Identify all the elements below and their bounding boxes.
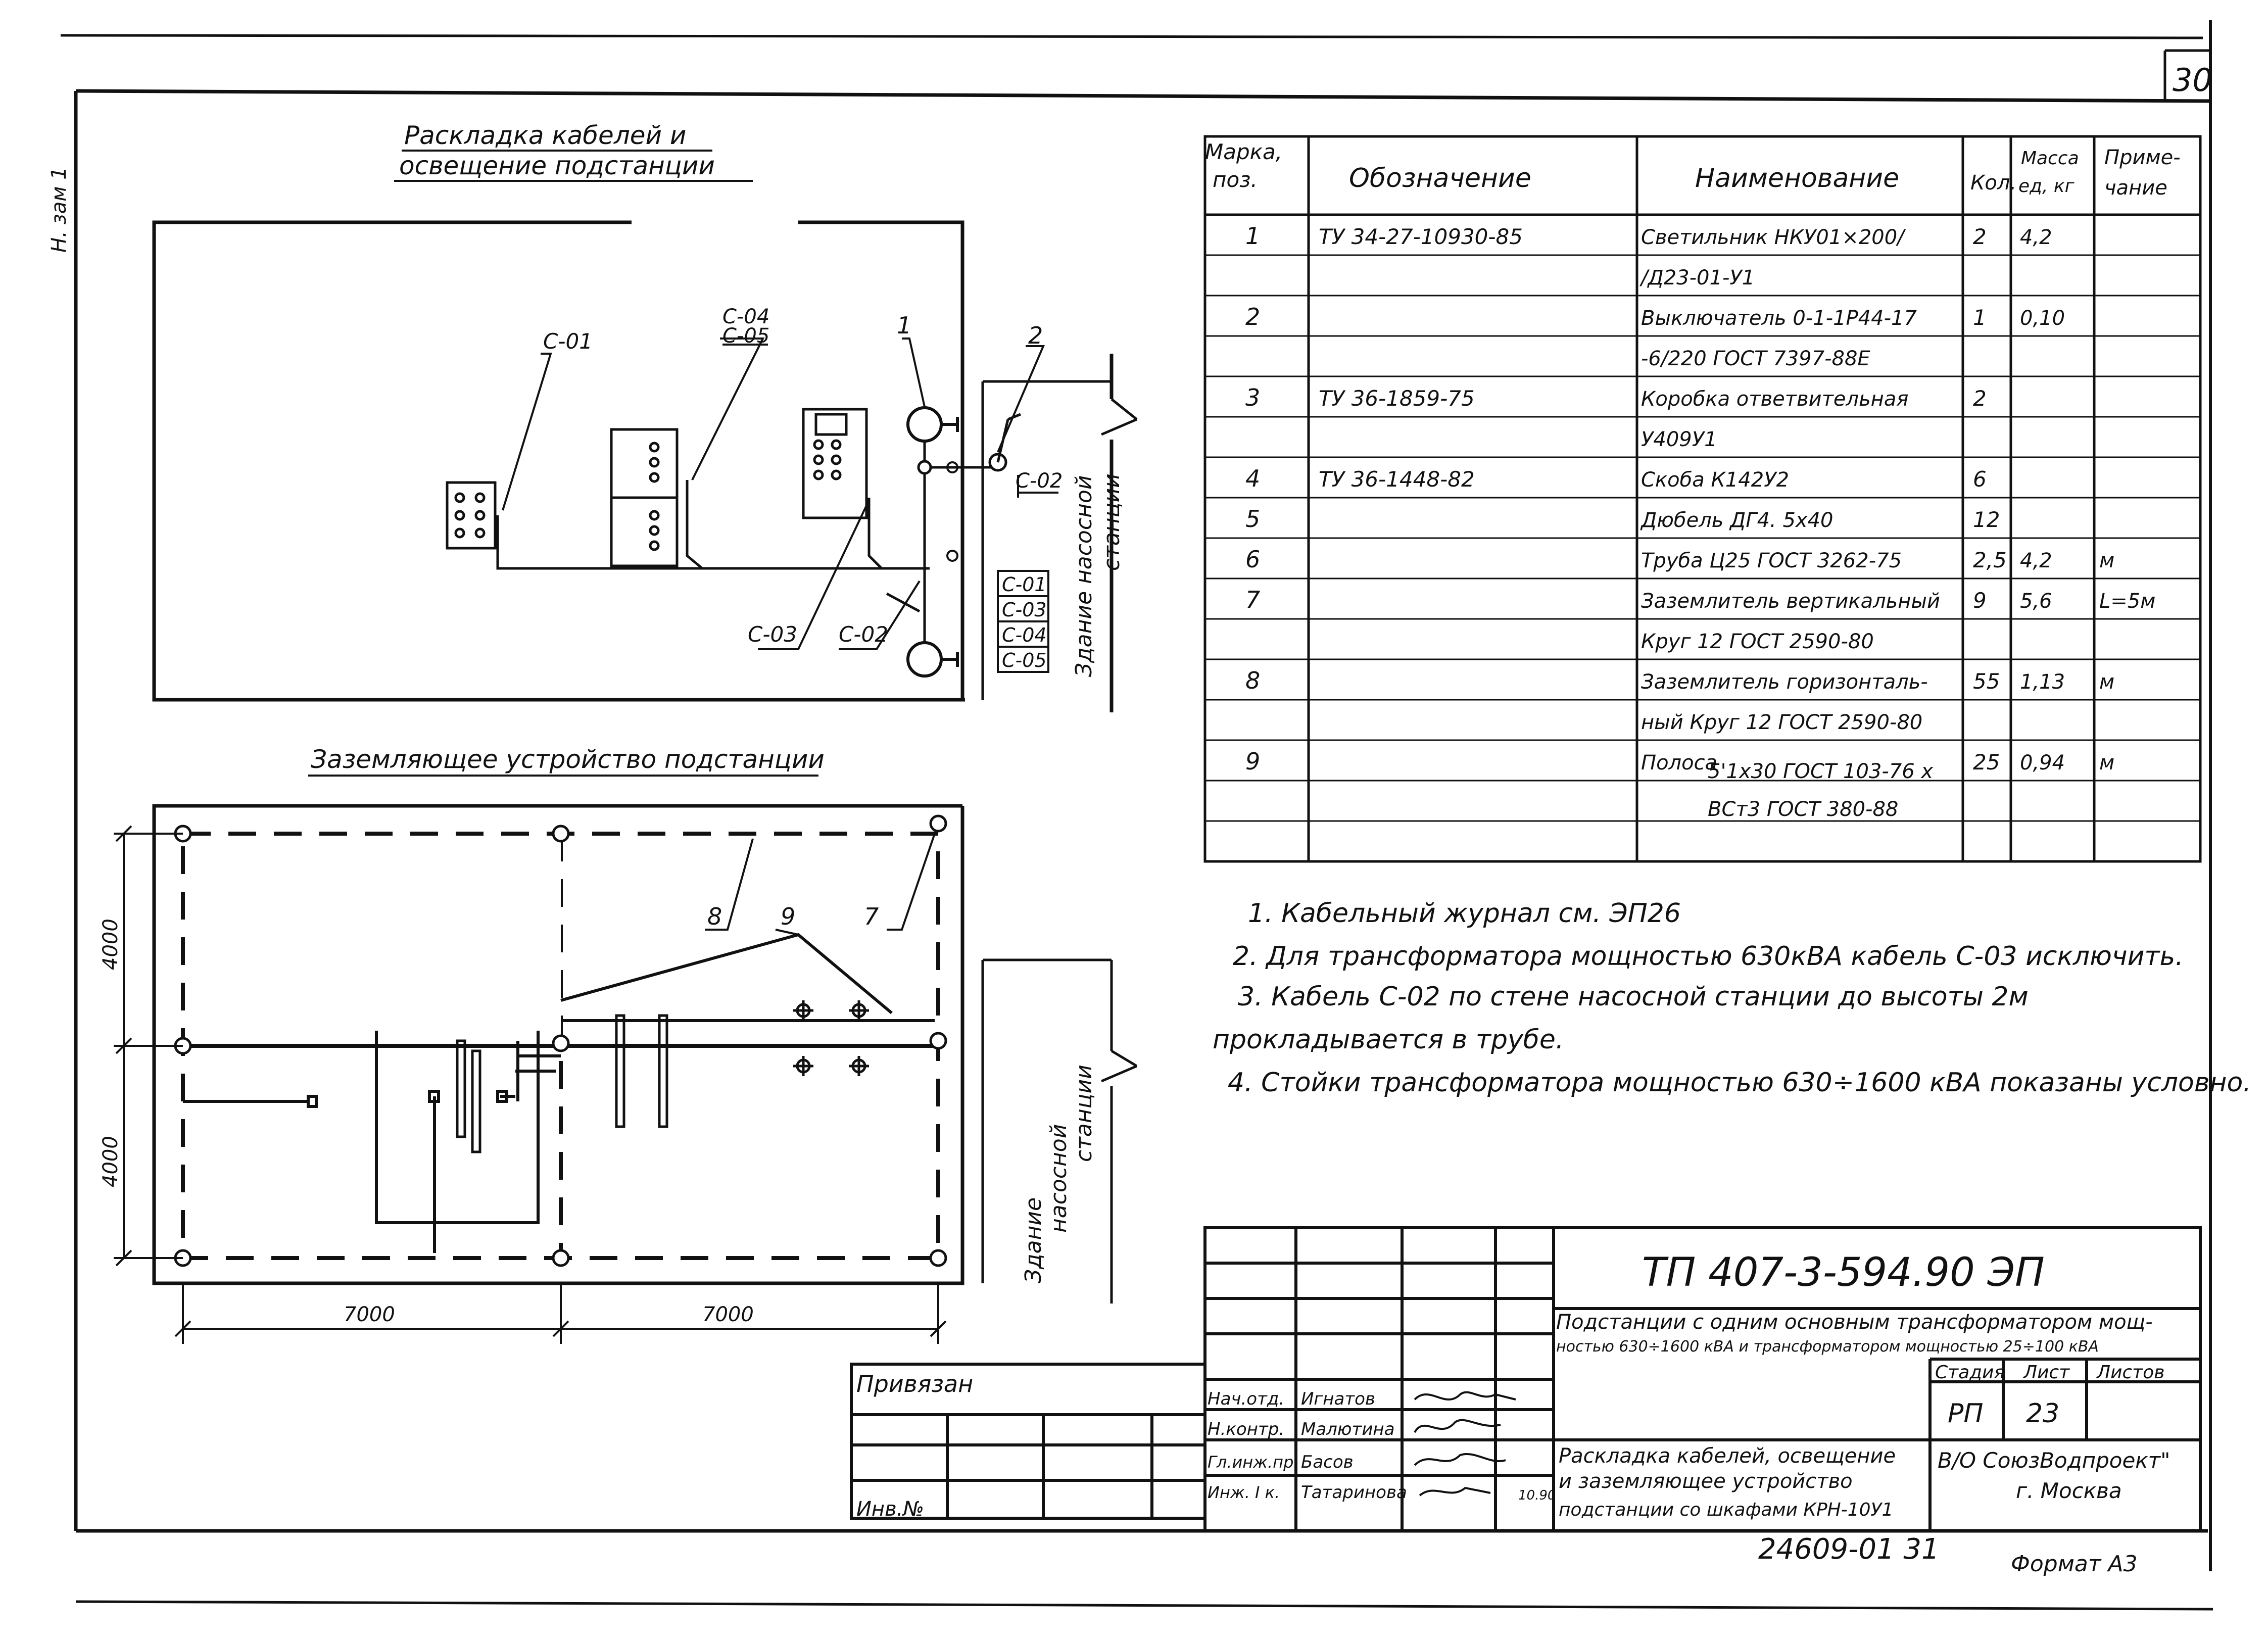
spec-cell-name: Светильник НКУ01×200/ <box>1641 226 1904 249</box>
spec-cell-qty: 9 <box>1973 588 1987 613</box>
signer-name: Игнатов <box>1301 1389 1376 1409</box>
spec-cell-mass: 1,13 <box>2020 670 2065 694</box>
spec-cell-name: -6/220 ГОСТ 7397-88Е <box>1641 347 1870 370</box>
spec-header-mass-line2: ед, кг <box>2018 176 2074 197</box>
spec-cell-designation: ТУ 36-1859-75 <box>1319 386 1475 411</box>
spec-cell-name: /Д23-01-У1 <box>1641 266 1755 289</box>
spec-cell-name: Коробка ответвительная <box>1641 388 1909 411</box>
spec-cell-mass: 0,10 <box>2020 307 2065 330</box>
dimension-vertical-upper: 4000 <box>99 919 122 970</box>
project-line2: ностью 630÷1600 кВА и трансформатором мощностью 25÷100 кВА <box>1556 1338 2099 1356</box>
spec-header-note-line2: чание <box>2104 176 2167 200</box>
stage-value: РП <box>1948 1398 1984 1429</box>
format-label: Формат А3 <box>2011 1551 2138 1577</box>
luminaire-2 <box>908 643 957 676</box>
spec-cell-note: м <box>2099 549 2115 572</box>
spec-cell-mark: 8 <box>1245 667 1261 694</box>
plan-grounding <box>99 745 1137 1344</box>
spec-cell-designation: ТУ 36-1448-82 <box>1319 467 1475 492</box>
note-1: 1. Кабельный журнал см. ЭП26 <box>1248 898 1681 929</box>
spec-cell-mass: 0,94 <box>2020 751 2065 775</box>
plan-bottom-title: Заземляющее устройство подстанции <box>311 745 825 774</box>
luminaire-1 <box>908 408 957 441</box>
handwritten-signatures <box>1415 1392 1516 1495</box>
spec-cell-name: Заземлитель горизонталь- <box>1641 670 1928 694</box>
cable-label-c02: С-02 <box>839 622 888 647</box>
spec-cell-name: Выключатель 0-1-1Р44-17 <box>1641 307 1917 330</box>
plan-cables-lighting <box>154 121 1137 712</box>
cabinet-c01 <box>447 482 495 548</box>
pos-label-7: 7 <box>864 903 879 930</box>
cable-label-c05: С-05 <box>722 324 770 348</box>
spec-header-name: Наименование <box>1695 163 1900 194</box>
note-3: 3. Кабель С-02 по стене насосной станции до высоты 2м <box>1238 982 2029 1012</box>
org-line1: В/О СоюзВодпроект" <box>1938 1448 2170 1473</box>
spec-cell-mark: 2 <box>1245 303 1261 330</box>
spec-cell-mark: 3 <box>1245 384 1261 411</box>
drawing-title-line1: Раскладка кабелей, освещение <box>1559 1444 1896 1468</box>
building-label-bottom-line1: Здание <box>1021 1197 1046 1283</box>
note-3-cont: прокладывается в трубе. <box>1213 1025 1564 1055</box>
spec-cell-mark: 9 <box>1245 748 1261 775</box>
cable-runs <box>498 414 1021 642</box>
spec-cell-note: L=5м <box>2099 590 2156 613</box>
spec-cell-qty: 55 <box>1973 669 2000 694</box>
spec-cell-qty: 1 <box>1973 305 1987 330</box>
spec-cell-qty: 2,5 <box>1973 548 2007 572</box>
pos-label-9: 9 <box>781 903 796 930</box>
building-label-line2: станции <box>1099 473 1125 571</box>
spec-cell-mark: 6 <box>1245 546 1261 573</box>
side-note: Н. зам 1 <box>47 167 71 253</box>
box-label-c02: С-02 <box>1016 469 1063 493</box>
spec-cell-name: Скоба К142У2 <box>1641 468 1790 492</box>
doc-code: ТП 407-3-594.90 ЭП <box>1642 1250 2045 1295</box>
signer-role: Нач.отд. <box>1208 1389 1285 1409</box>
spec-header-mark-line2: поз. <box>1213 167 1258 192</box>
specification-table <box>1205 136 2200 861</box>
stage-label: Стадия <box>1935 1362 2005 1383</box>
spec-cell-designation: ТУ 34-27-10930-85 <box>1319 224 1523 249</box>
dimension-vertical-lower: 4000 <box>99 1136 122 1187</box>
cable-list-item: С-04 <box>1002 624 1047 646</box>
sheet-number: 30 <box>2173 62 2212 99</box>
drawing-title-line2: и заземляющее устройство <box>1559 1470 1853 1493</box>
signer-name: Татаринова <box>1301 1482 1407 1503</box>
bottom-code: 24609-01 31 <box>1758 1533 1940 1566</box>
spec-cell-name: Труба Ц25 ГОСТ 3262-75 <box>1641 549 1902 572</box>
spec-cell-name: Полоса <box>1641 751 1718 775</box>
spec-cell-name: Круг 12 ГОСТ 2590-80 <box>1641 630 1874 653</box>
spec-cell-mass: 4,2 <box>2020 226 2052 249</box>
cable-label-c04: С-04 <box>722 305 770 328</box>
spec-cell-mark: 7 <box>1245 586 1261 613</box>
pos-label-8: 8 <box>707 903 722 930</box>
sheet-value: 23 <box>2026 1398 2060 1429</box>
building-label-bottom-line2: насосной <box>1046 1124 1072 1233</box>
title-block <box>851 1228 2200 1531</box>
cable-leaders <box>503 339 1058 649</box>
spec-cell-note: м <box>2099 751 2115 775</box>
spec-cell-note: м <box>2099 670 2115 694</box>
plan-top-title-line1: Раскладка кабелей и <box>404 121 687 150</box>
spec-header-designation: Обозначение <box>1349 163 1531 194</box>
inv-label: Инв.№ <box>856 1498 924 1521</box>
spec-strip-line1: 5'1х30 ГОСТ 103-76 х <box>1708 760 1934 783</box>
spec-cell-name: У409У1 <box>1641 428 1717 451</box>
spec-cell-name: Дюбель ДГ4. 5х40 <box>1641 509 1833 532</box>
org-line2: г. Москва <box>2016 1478 2122 1503</box>
spec-strip-line2: ВСт3 ГОСТ 380-88 <box>1708 798 1899 821</box>
spec-cell-qty: 12 <box>1973 507 2000 532</box>
signer-role: Н.контр. <box>1208 1419 1285 1439</box>
spec-cell-name: ный Круг 12 ГОСТ 2590-80 <box>1641 711 1923 734</box>
spec-cell-mark: 5 <box>1245 505 1261 533</box>
spec-cell-qty: 6 <box>1973 467 1987 492</box>
spec-cell-qty: 2 <box>1973 224 1987 249</box>
spec-cell-qty: 2 <box>1973 386 1987 411</box>
cabinet-c04 <box>611 429 677 566</box>
sheets-label: Листов <box>2097 1362 2165 1383</box>
signer-role: Инж. I к. <box>1208 1483 1280 1502</box>
bound-label: Привязан <box>856 1370 974 1397</box>
signer-name: Малютина <box>1301 1419 1395 1439</box>
general-notes <box>1213 898 2251 1098</box>
spec-header-mass-line1: Масса <box>2021 148 2079 169</box>
cable-label-c03: С-03 <box>748 622 797 647</box>
spec-cell-qty: 25 <box>1973 750 2000 775</box>
cabinet-c03 <box>803 409 866 518</box>
cable-list-item: С-01 <box>1002 573 1047 596</box>
building-label-line1: Здание насосной <box>1071 475 1097 677</box>
spec-cell-mark: 1 <box>1245 222 1261 250</box>
note-4: 4. Стойки трансформатора мощностью 630÷1600 кВА показаны условно. <box>1228 1068 2251 1098</box>
dimension-horizontal-right: 7000 <box>702 1303 754 1326</box>
spec-cell-mark: 4 <box>1245 465 1261 492</box>
sign-date: 10.90 <box>1518 1488 1556 1503</box>
dimension-horizontal-left: 7000 <box>344 1303 395 1326</box>
sheet-label: Лист <box>2023 1362 2070 1383</box>
plan-top-title-line2: освещение подстанции <box>399 151 715 180</box>
spec-header-note-line1: Приме- <box>2104 146 2181 169</box>
signer-role: Гл.инж.пр. <box>1208 1453 1299 1472</box>
spec-header-qty: Кол. <box>1970 171 2017 195</box>
spec-cell-mass: 4,2 <box>2020 549 2052 572</box>
pos-label-2: 2 <box>1028 322 1043 349</box>
drawing-title-line3: подстанции со шкафами КРН-10У1 <box>1559 1500 1894 1520</box>
cable-list-item: С-05 <box>1002 649 1047 671</box>
project-line1: Подстанции с одним основным трансформатором мощ- <box>1556 1311 2153 1334</box>
junction-box-symbol <box>947 551 957 561</box>
spec-cell-name: Заземлитель вертикальный <box>1641 590 1940 613</box>
cable-list-item: С-03 <box>1002 599 1047 621</box>
pos-label-1: 1 <box>897 312 912 339</box>
building-label-bottom-line3: станции <box>1071 1065 1097 1162</box>
signer-name: Басов <box>1301 1452 1354 1472</box>
note-2: 2. Для трансформатора мощностью 630кВА кабель С-03 исключить. <box>1233 941 2184 972</box>
spec-header-mark-line1: Марка, <box>1205 139 1283 164</box>
cable-label-c01: С-01 <box>543 329 593 354</box>
spec-cell-mass: 5,6 <box>2020 590 2052 613</box>
